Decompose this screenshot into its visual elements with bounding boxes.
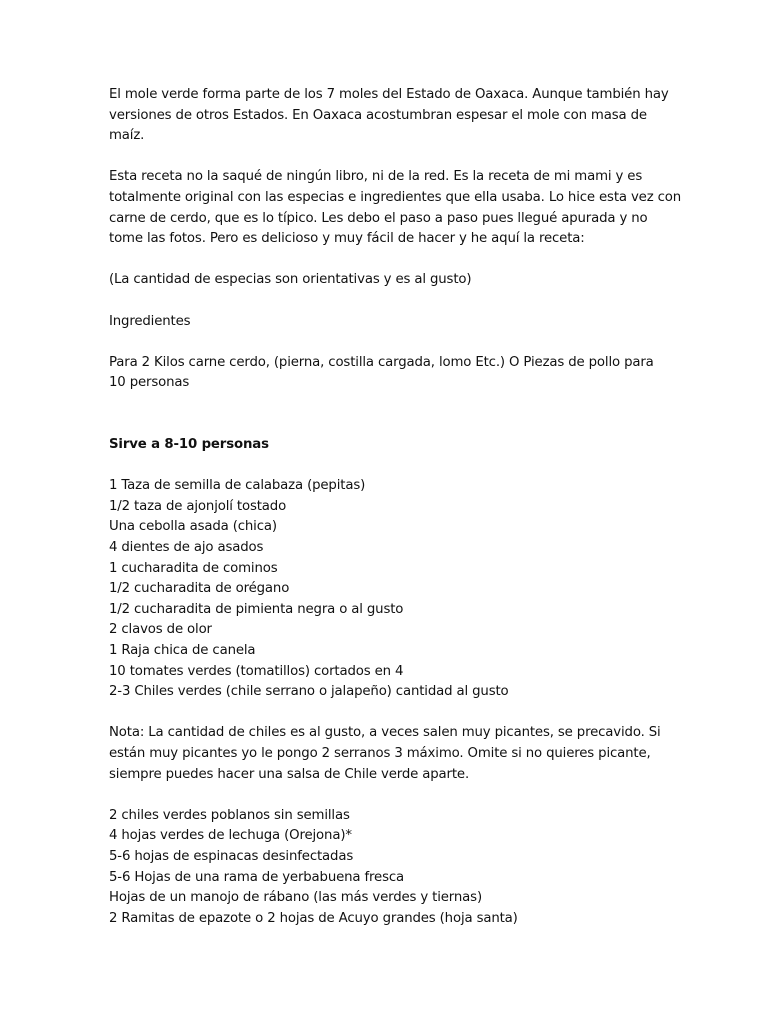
intro-line: El mole verde forma parte de los 7 moles del Estado de Oaxaca. Aunque también hay	[109, 87, 669, 102]
list-item: 10 tomates verdes (tomatillos) cortados en 4	[109, 663, 404, 679]
spice-note-text: (La cantidad de especias son orientativas y es al gusto)	[109, 272, 472, 288]
list-item: 1 Raja chica de canela	[109, 643, 256, 659]
ingredient-list-primary	[109, 476, 669, 703]
list-item: 4 hojas verdes de lechuga (Orejona)*	[109, 828, 352, 844]
document-page	[109, 85, 682, 950]
serves-text: Sirve a 8-10 personas	[109, 437, 269, 453]
serves-heading	[109, 435, 669, 456]
ingredient-list-greens	[109, 806, 669, 930]
origin-line: tome las fotos. Pero es delicioso y muy fácil de hacer y he aquí la receta:	[109, 231, 585, 247]
intro-line: maíz.	[109, 128, 145, 144]
list-item: 2 clavos de olor	[109, 622, 212, 638]
origin-paragraph	[109, 167, 682, 249]
blank-gap	[109, 415, 669, 436]
meat-line: 10 personas	[109, 375, 190, 391]
list-item: 4 dientes de ajo asados	[109, 540, 264, 556]
list-item: Hojas de un manojo de rábano (las más verdes y tiernas)	[109, 890, 482, 906]
list-item: Una cebolla asada (chica)	[109, 519, 277, 535]
list-item: 2 Ramitas de epazote o 2 hojas de Acuyo grandes (hoja santa)	[109, 910, 518, 926]
meat-paragraph	[109, 353, 669, 394]
list-item: 1/2 cucharadita de orégano	[109, 581, 290, 597]
note-line: están muy picantes yo le pongo 2 serranos 3 máximo. Omite si no quieres picante,	[109, 746, 651, 761]
ingredients-heading	[109, 312, 669, 333]
origin-line: carne de cerdo, que es lo típico. Les debo el paso a paso pues llegué apurada y no	[109, 210, 648, 226]
chile-note	[109, 723, 669, 785]
list-item: 1/2 cucharadita de pimienta negra o al gusto	[109, 601, 404, 617]
note-line: siempre puedes hacer una salsa de Chile verde aparte.	[109, 766, 470, 782]
intro-paragraph	[109, 85, 669, 147]
list-item: 1 Taza de semilla de calabaza (pepitas)	[109, 478, 366, 494]
list-item: 2-3 Chiles verdes (chile serrano o jalapeño) cantidad al gusto	[109, 684, 509, 700]
meat-line: Para 2 Kilos carne cerdo, (pierna, costilla cargada, lomo Etc.) O Piezas de pollo para	[109, 354, 654, 370]
list-item: 1 cucharadita de cominos	[109, 560, 278, 576]
list-item: 5-6 Hojas de una rama de yerbabuena fresca	[109, 869, 405, 885]
list-item: 1/2 taza de ajonjolí tostado	[109, 498, 287, 514]
spice-note	[109, 270, 669, 291]
list-item: 5-6 hojas de espinacas desinfectadas	[109, 848, 354, 864]
intro-line: versiones de otros Estados. En Oaxaca acostumbran espesar el mole con masa de	[109, 107, 647, 123]
ingredients-heading-text: Ingredientes	[109, 313, 191, 329]
origin-line: totalmente original con las especias e ingredientes que ella usaba. Lo hice esta vez con	[109, 189, 682, 205]
origin-line: Esta receta no la saqué de ningún libro, ni de la red. Es la receta de mi mami y es	[109, 169, 643, 185]
list-item: 2 chiles verdes poblanos sin semillas	[109, 807, 350, 823]
note-line: Nota: La cantidad de chiles es al gusto, a veces salen muy picantes, se precavido. Si	[109, 725, 661, 741]
